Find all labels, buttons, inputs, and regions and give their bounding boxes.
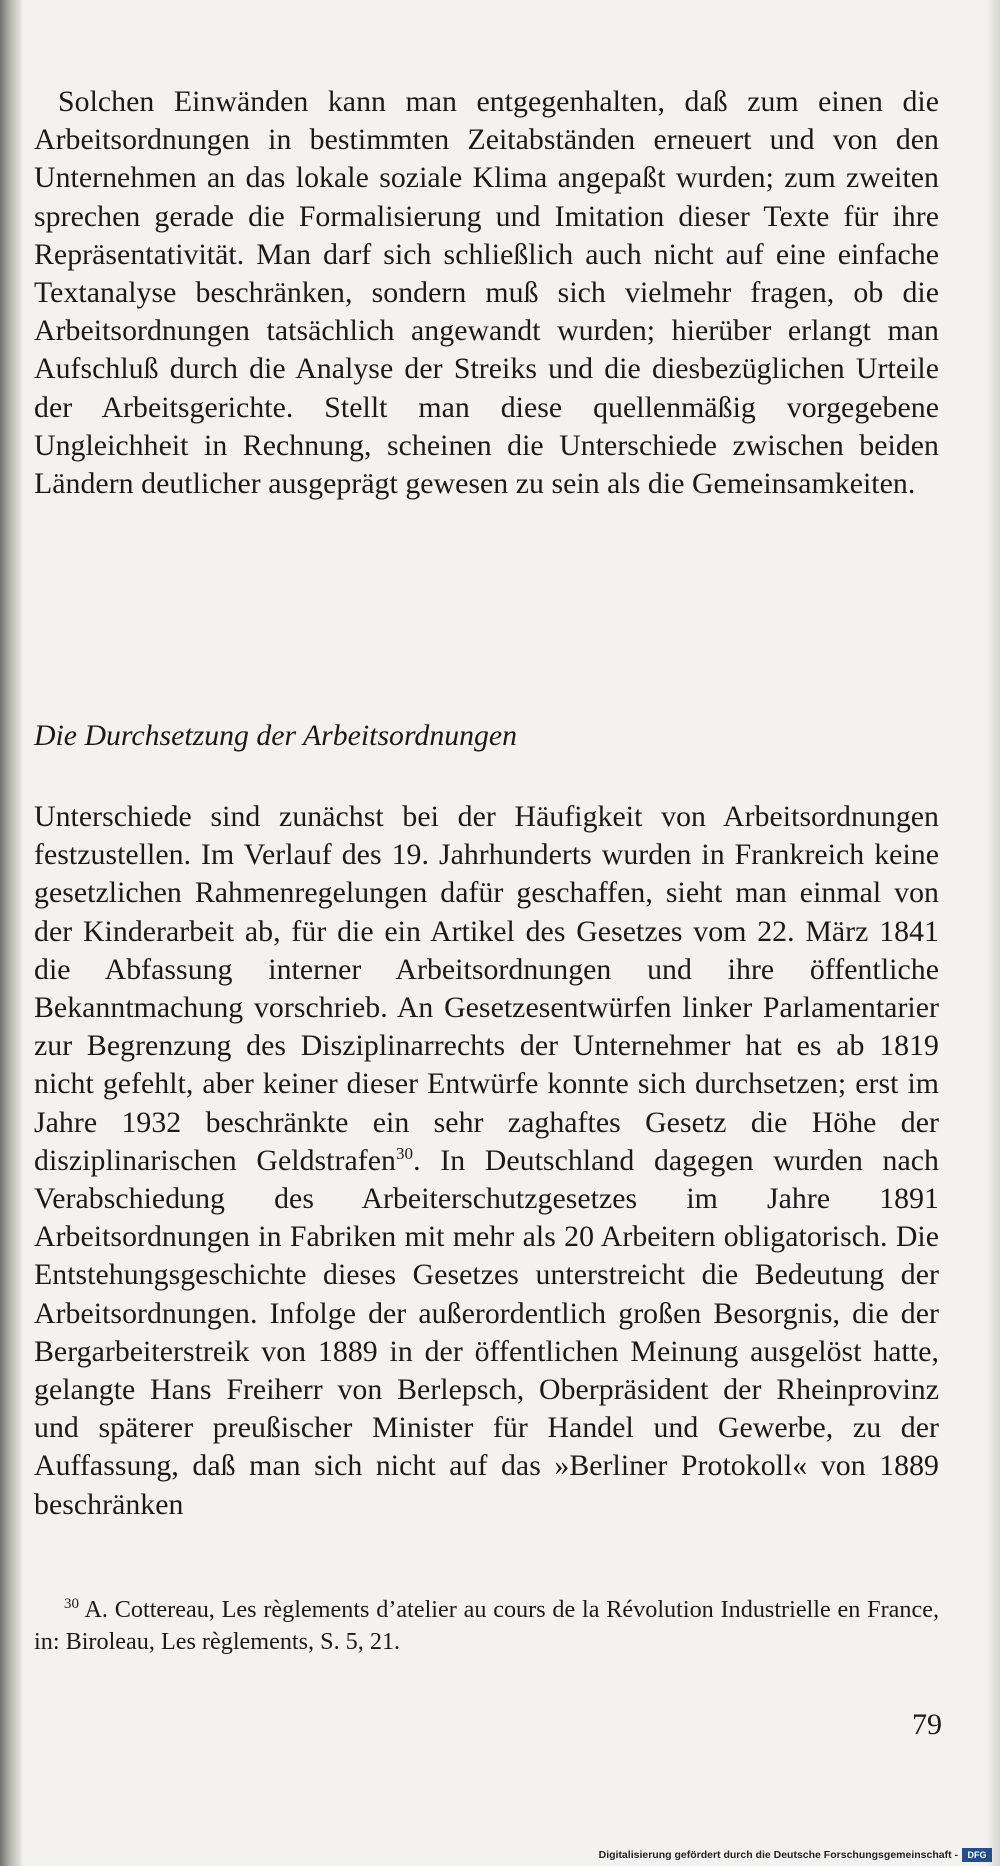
body-paragraph-2-part-1: Unterschiede sind zunächst bei der Häufigkeit von Arbeitsordnungen festzustellen. Im Verlauf des 19. Jahrhunderts wurden in Frankreich keine gesetzlichen Rahmenregelungen dafür geschaffen, sieht man einmal von der Kinderarbeit ab, für die ein Artikel des Gesetzes vom 22. März 1841 die Abfassung interner Arbeitsordnungen und ihre öffentliche Bekanntmachung vorschrieb. An Gesetzesentwürfen linker Parlamentarier zur Begrenzung des Disziplinarrechts der Unternehmer hat es ab 1819 nicht gefehlt, aber keiner dieser Entwürfe konnte sich durchsetzen; erst im Jahre 1932 beschränkte ein sehr zaghaftes Gesetz die Höhe der disziplinarischen Geldstrafen <box>34 800 939 1177</box>
page-edge-shadow <box>986 0 1000 1866</box>
body-paragraph-2 <box>34 798 939 1524</box>
page-number: 79 <box>912 1708 942 1741</box>
footnote-reference: 30 <box>395 1143 414 1163</box>
body-paragraph-2-part-2: . In Deutschland dagegen wurden nach Verabschiedung des Arbeiterschutzgesetzes im Jahre 1891 Arbeitsordnungen in Fabriken mit mehr als 20 Arbeitern obligatorisch. Die Entstehungsgeschichte dieses Gesetzes unterstreicht die Bedeutung der Arbeitsordnungen. Infolge der außerordentlich großen Besorgnis, die der Bergarbeiterstreik von 1889 in der öffentlichen Meinung ausgelöst hatte, gelangte Hans Freiherr von Berlepsch, Oberpräsident der Rheinprovinz und späterer preußischer Minister für Handel und Gewerbe, zu der Auffassung, daß man sich nicht auf das »Berliner Protokoll« von 1889 beschränken <box>34 1143 939 1521</box>
section-heading: Die Durchsetzung der Arbeitsordnungen <box>34 719 518 752</box>
digitization-credit-text: Digitalisierung gefördert durch die Deutsche Forschungsgemeinschaft - <box>598 1849 958 1861</box>
footnote <box>34 1594 939 1658</box>
digitization-credit <box>599 1848 992 1862</box>
footnote-text: A. Cottereau, Les règlements d’atelier au cours de la Révolution Industrielle en France, in: Biroleau, Les règlements, S. 5, 21. <box>34 1596 939 1655</box>
binding-shadow <box>0 0 22 1866</box>
dfg-logo-icon: DFG <box>962 1848 992 1862</box>
footnote-number: 30 <box>64 1595 79 1612</box>
body-paragraph-1: Solchen Einwänden kann man entgegenhalten, daß zum einen die Arbeitsordnungen in bestimmten Zeitabständen erneuert und von den Unternehmen an das lokale soziale Klima angepaßt wurden; zum zweiten sprechen gerade die Formalisierung und Imitation dieser Texte für ihre Repräsentativität. Man darf sich schließlich auch nicht auf eine einfache Textanalyse beschränken, sondern muß sich vielmehr fragen, ob die Arbeitsordnungen tatsächlich angewandt wurden; hierüber erlangt man Aufschluß durch die Analyse der Streiks und die diesbezüglichen Urteile der Arbeitsgerichte. Stellt man diese quellenmäßig vorgegebene Ungleichheit in Rechnung, scheinen die Unterschiede zwischen beiden Ländern deutlicher ausgeprägt gewesen zu sein als die Gemeinsamkeiten. <box>34 85 939 501</box>
